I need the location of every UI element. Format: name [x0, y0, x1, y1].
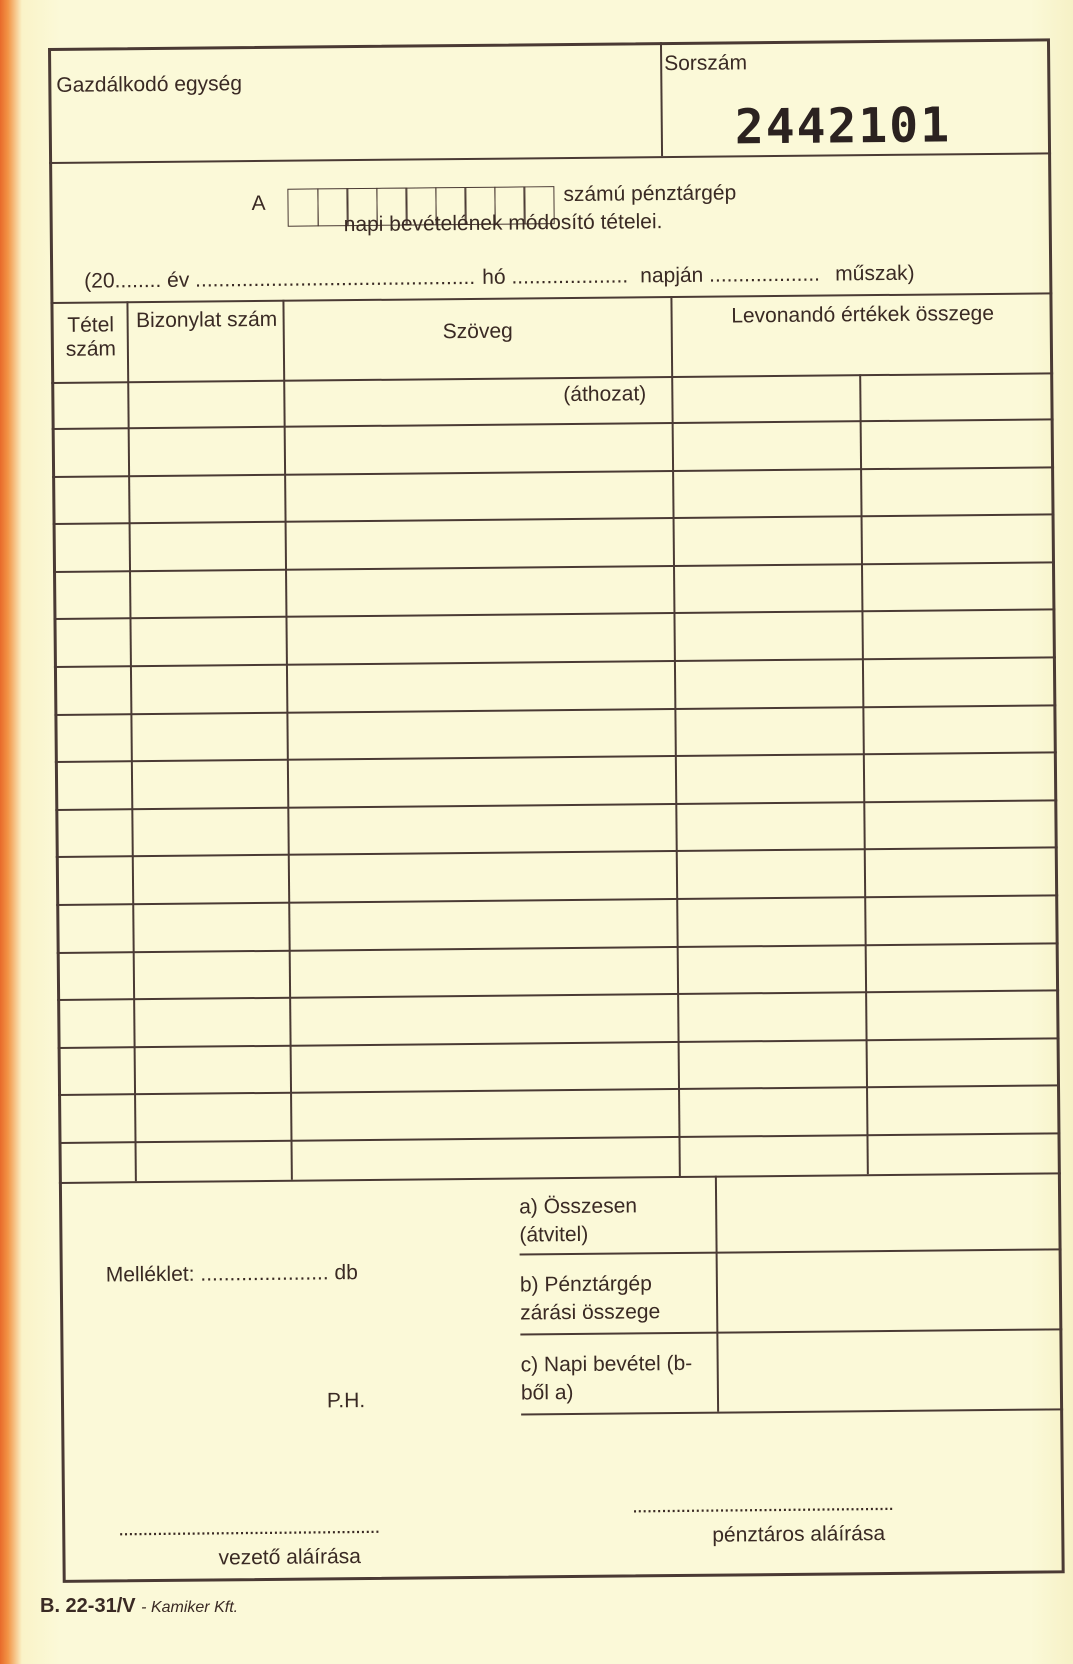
form-code: B. 22-31/V — [40, 1595, 136, 1617]
cashier-signature-label: pénztáros aláírása — [712, 1522, 886, 1547]
col-doc-header: Bizonylat szám — [135, 307, 278, 333]
entity-label: Gazdálkodó egység — [56, 72, 243, 97]
serial-label: Sorszám — [664, 51, 748, 76]
col-item-header: Tétel szám — [65, 313, 117, 361]
summary-b-label: b) Pénztárgép zárási összege — [519, 1272, 661, 1325]
stamp-label: P.H. — [326, 1389, 366, 1413]
cashier-signature-dots[interactable]: ...................................................... — [631, 1491, 894, 1518]
col-text-header: Szöveg — [442, 319, 513, 344]
subtitle-line2: napi bevételének módosító tételei. — [343, 210, 663, 237]
carry-in-label: (áthozat) — [563, 382, 647, 407]
subtitle-prefix: A — [251, 191, 266, 216]
summary-b-value[interactable] — [718, 1250, 1063, 1331]
date-year[interactable]: (20........ év ................................................ — [84, 265, 476, 293]
publisher-name: - Kamiker Kft. — [141, 1599, 239, 1616]
cash-register-form — [48, 38, 1065, 1583]
date-day[interactable]: napján ................... — [640, 262, 821, 288]
summary-a-label: a) Összesen (átvitel) — [519, 1194, 638, 1247]
manager-signature-dots[interactable]: ...................................................... — [118, 1514, 380, 1541]
digit-box[interactable] — [287, 188, 318, 226]
summary-a-value[interactable] — [717, 1174, 1062, 1251]
attachment-line[interactable]: Melléklet: ...................... db — [105, 1261, 358, 1287]
serial-number: 2442101 — [734, 97, 952, 156]
summary-c-label: c) Napi bevétel (b-ből a) — [520, 1351, 693, 1405]
date-month[interactable]: hó .................... — [482, 264, 629, 289]
col-amount-header: Levonandó értékek összege — [731, 301, 995, 328]
date-shift: műszak) — [835, 261, 915, 286]
manager-signature-label: vezető aláírása — [218, 1545, 362, 1570]
form-footer — [40, 1595, 238, 1618]
summary-c-value[interactable] — [718, 1330, 1063, 1411]
subtitle-suffix: számú pénztárgép — [563, 181, 737, 207]
